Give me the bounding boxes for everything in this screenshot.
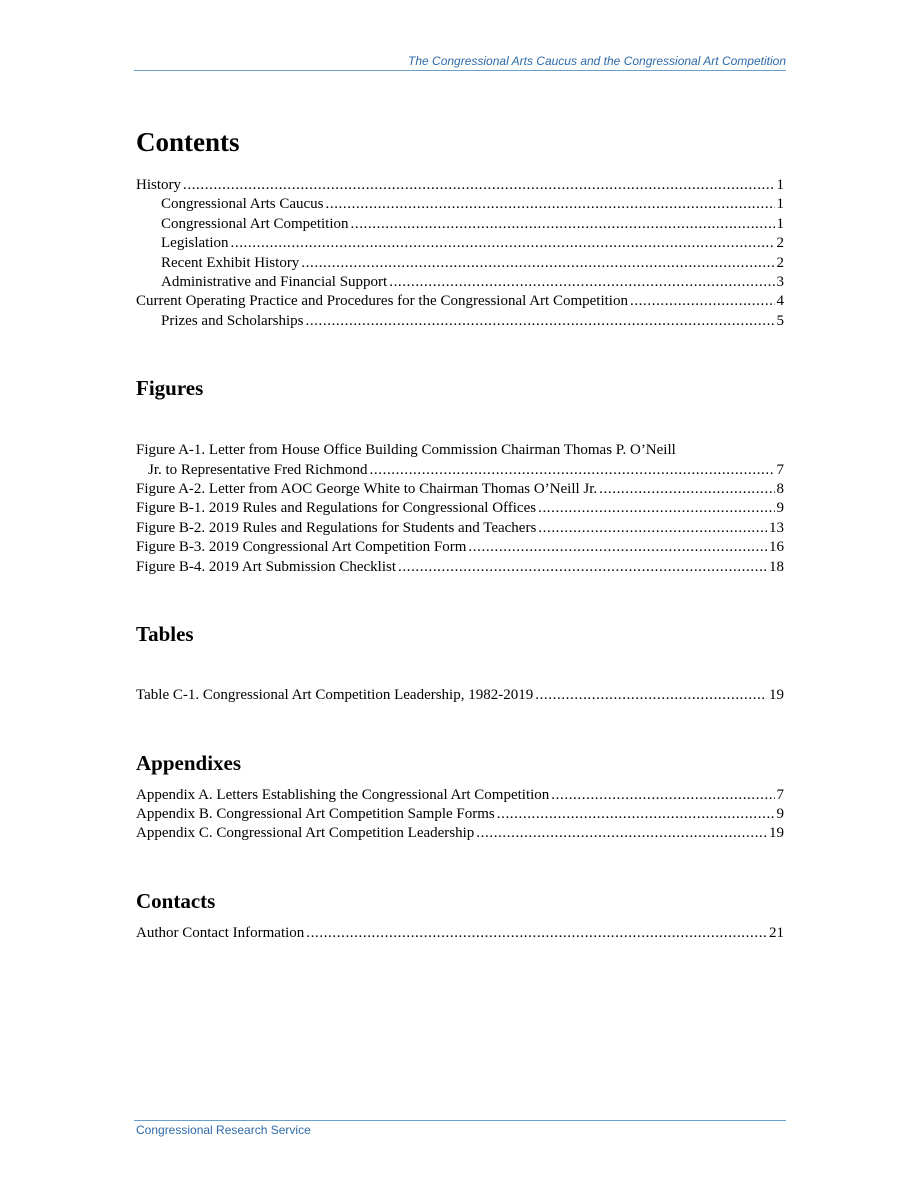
- header-rule: [134, 70, 786, 71]
- toc-entry-history[interactable]: [136, 176, 784, 195]
- toc-page-number: 9: [776, 805, 784, 822]
- dot-leader: [538, 499, 774, 518]
- dot-leader: [398, 558, 767, 577]
- table-of-contents: [136, 126, 784, 943]
- toc-entry-figure-b2[interactable]: [136, 519, 784, 538]
- dot-leader: [538, 519, 767, 538]
- toc-entry-operating-practice[interactable]: [136, 292, 784, 311]
- dot-leader: [301, 254, 774, 273]
- dot-leader: [306, 924, 767, 943]
- toc-page-number: 8: [776, 481, 784, 498]
- toc-page-number: 9: [776, 500, 784, 517]
- toc-entry-label: Figure A-1. Letter from House Office Building Commission Chairman Thomas P. O’Neill: [136, 442, 676, 459]
- toc-page-number: 19: [769, 687, 784, 704]
- toc-entry-label: Administrative and Financial Support: [161, 274, 388, 291]
- toc-entry-author-contact[interactable]: [136, 924, 784, 943]
- tables-heading: Tables: [136, 622, 194, 647]
- toc-page-number: 13: [769, 519, 784, 536]
- toc-page-number: 18: [769, 558, 784, 575]
- toc-entry-figure-a1-line1[interactable]: [136, 441, 784, 460]
- figures-heading: Figures: [136, 376, 204, 401]
- dot-leader: [183, 176, 775, 195]
- dot-leader: [231, 234, 775, 253]
- toc-entry-figure-a1[interactable]: [136, 461, 784, 480]
- running-header: The Congressional Arts Caucus and the Congressional Art Competition: [408, 54, 786, 68]
- toc-page-number: 1: [776, 196, 784, 213]
- toc-entry-appendix-a[interactable]: [136, 786, 784, 805]
- toc-page-number: 7: [776, 786, 784, 803]
- toc-entry-label: Appendix B. Congressional Art Competition Sample Forms: [136, 805, 495, 822]
- contacts-heading: Contacts: [136, 888, 216, 913]
- toc-page-number: 1: [776, 215, 784, 232]
- toc-entry-art-competition[interactable]: [136, 215, 784, 234]
- toc-entry-figure-a2[interactable]: [136, 480, 784, 499]
- dot-leader: [326, 195, 775, 214]
- toc-entry-label: Recent Exhibit History: [161, 254, 300, 271]
- appendixes-heading: Appendixes: [136, 750, 242, 775]
- dot-leader: [351, 215, 775, 234]
- toc-entry-prizes[interactable]: [136, 312, 784, 331]
- toc-entry-label: Figure B-2. 2019 Rules and Regulations for Students and Teachers: [136, 519, 537, 536]
- dot-leader: [476, 824, 767, 843]
- toc-entry-figure-b1[interactable]: [136, 499, 784, 518]
- toc-entry-label: Author Contact Information: [136, 924, 305, 941]
- toc-page-number: 4: [776, 293, 784, 310]
- dot-leader: [535, 686, 767, 705]
- dot-leader: [630, 292, 775, 311]
- toc-entry-appendix-c[interactable]: [136, 824, 784, 843]
- dot-leader: [599, 480, 774, 499]
- toc-page-number: 21: [769, 924, 784, 941]
- toc-entry-label: Figure B-3. 2019 Congressional Art Competition Form: [136, 539, 467, 556]
- contents-heading: Contents: [136, 127, 240, 157]
- toc-entry-label: Figure A-2. Letter from AOC George White to Chairman Thomas O’Neill Jr.: [136, 481, 598, 498]
- toc-entry-label: Figure B-1. 2019 Rules and Regulations for Congressional Offices: [136, 500, 537, 517]
- toc-page-number: 2: [776, 235, 784, 252]
- toc-entry-legislation[interactable]: [136, 234, 784, 253]
- toc-entry-label-continued: Jr. to Representative Fred Richmond: [148, 461, 368, 478]
- toc-page-number: 2: [776, 254, 784, 271]
- dot-leader: [305, 312, 774, 331]
- toc-page-number: 5: [776, 312, 784, 329]
- toc-entry-figure-b3[interactable]: [136, 538, 784, 557]
- toc-entry-appendix-b[interactable]: [136, 805, 784, 824]
- footer-rule: [134, 1120, 786, 1121]
- dot-leader: [551, 786, 774, 805]
- toc-entry-table-c1[interactable]: [136, 686, 784, 705]
- toc-entry-figure-b4[interactable]: [136, 558, 784, 577]
- toc-entry-label: Appendix A. Letters Establishing the Congressional Art Competition: [136, 786, 550, 803]
- dot-leader: [468, 538, 767, 557]
- toc-entry-label: Congressional Arts Caucus: [161, 196, 324, 213]
- toc-entry-arts-caucus[interactable]: [136, 195, 784, 214]
- toc-entry-label: Current Operating Practice and Procedures for the Congressional Art Competition: [136, 293, 628, 310]
- toc-entry-label: Prizes and Scholarships: [161, 312, 304, 329]
- dot-leader: [370, 461, 775, 480]
- toc-page-number: 1: [776, 177, 784, 193]
- toc-page-number: 16: [769, 539, 784, 556]
- toc-entry-label: Appendix C. Congressional Art Competition Leadership: [136, 825, 475, 842]
- toc-page-number: 19: [769, 825, 784, 842]
- toc-entry-admin-support[interactable]: [136, 273, 784, 292]
- toc-page-number: 3: [776, 274, 784, 291]
- toc-entry-label: History: [136, 177, 181, 193]
- running-footer: Congressional Research Service: [136, 1123, 311, 1137]
- toc-entry-label: Figure B-4. 2019 Art Submission Checklist: [136, 558, 397, 575]
- toc-page-number: 7: [776, 461, 784, 478]
- toc-entry-exhibit-history[interactable]: [136, 254, 784, 273]
- dot-leader: [389, 273, 774, 292]
- toc-entry-label: Table C-1. Congressional Art Competition Leadership, 1982-2019: [136, 687, 534, 704]
- dot-leader: [497, 805, 775, 824]
- toc-entry-label: Congressional Art Competition: [161, 215, 349, 232]
- toc-entry-label: Legislation: [161, 235, 229, 252]
